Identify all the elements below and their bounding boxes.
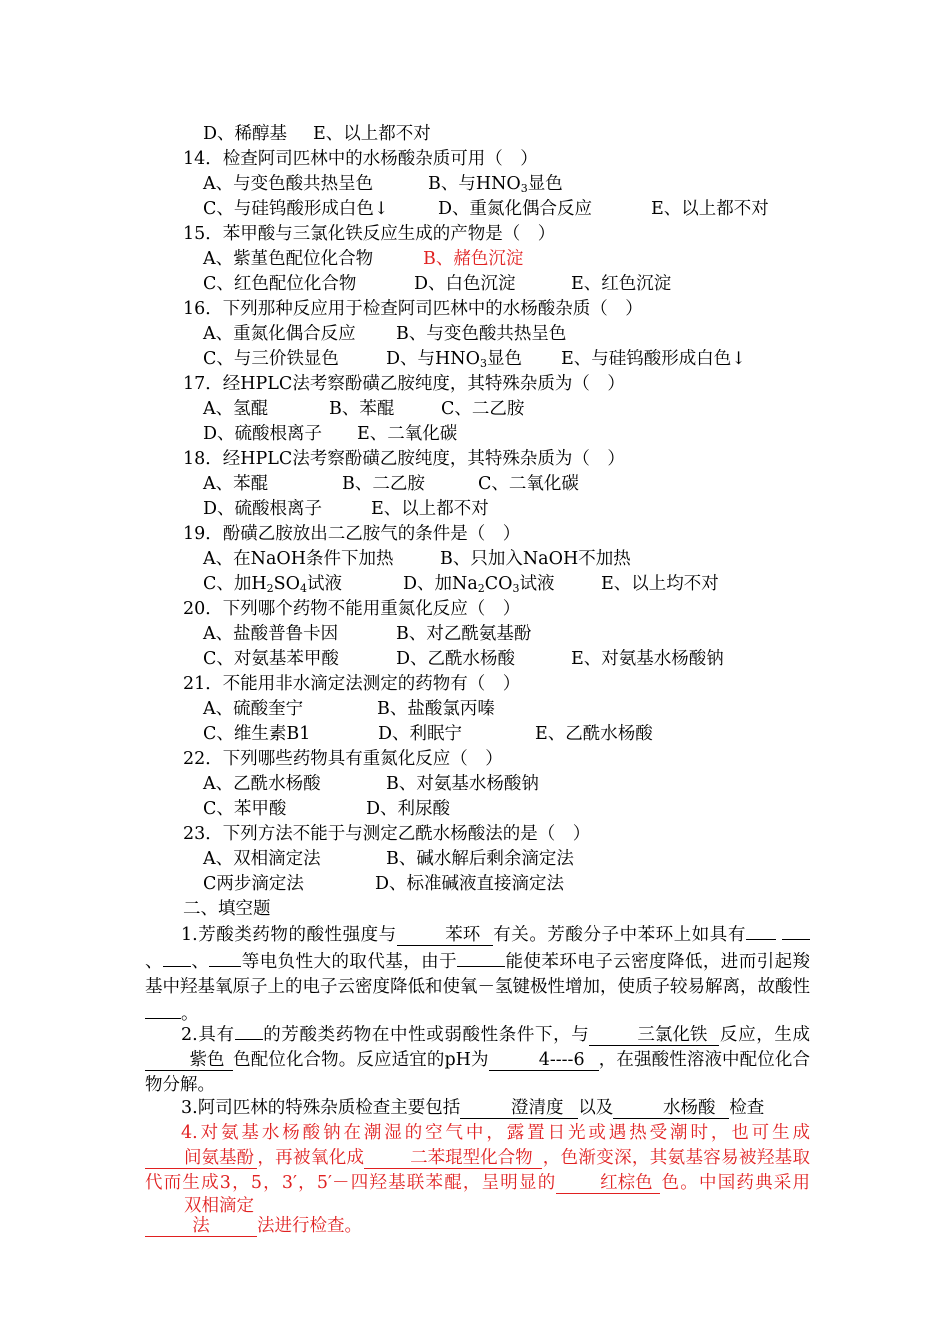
option-b: B、对氨基水杨酸钠 — [386, 774, 539, 794]
option-e: E、以上都不对 — [313, 124, 431, 144]
text: 。 — [181, 1004, 199, 1024]
option-b: B、与$HNO_3$显色 — [428, 174, 563, 195]
option-c: C、二乙胺 — [441, 399, 525, 419]
option-c: C、维生素B1 — [203, 724, 311, 744]
question-16 — [0, 297, 950, 322]
option-c: C、与硅钨酸形成白色↓ — [203, 199, 389, 219]
empty-blank — [163, 948, 191, 967]
option-line — [0, 472, 950, 497]
question-text: 22．下列哪些药物具有重氮化反应（ ） — [183, 749, 503, 769]
option-b: B、盐酸氯丙嗪 — [377, 699, 495, 719]
text: 1.芳酸类药物的酸性强度与 — [181, 925, 397, 945]
text: 色配位化合物。反应适宜的pH为 — [233, 1050, 489, 1070]
question-text: 15．苯甲酸与三氯化铁反应生成的产物是（ ） — [183, 224, 556, 244]
section-title-text: 二、填空题 — [183, 899, 271, 919]
option-c: C、对氨基苯甲酸 — [203, 649, 339, 669]
option-line — [0, 872, 950, 897]
empty-blank — [145, 1000, 181, 1019]
option-line — [0, 422, 950, 447]
option-c: C、与三价铁显色 — [203, 349, 339, 369]
text: 、 — [190, 952, 210, 972]
option-d: D、硫酸根离子 — [203, 424, 323, 444]
option-a: A、苯醌 — [203, 474, 269, 494]
option-a: A、盐酸普鲁卡因 — [203, 624, 339, 644]
empty-blank — [457, 948, 505, 967]
option-line — [0, 347, 950, 372]
option-d: D、白色沉淀 — [414, 274, 516, 294]
text: 检查 — [729, 1098, 765, 1118]
option-b: B、苯醌 — [329, 399, 395, 419]
option-e: E、对氨基水杨酸钠 — [571, 649, 724, 669]
question-21 — [0, 672, 950, 697]
option-e: E、以上都不对 — [651, 199, 769, 219]
option-a: A、硫酸奎宁 — [203, 699, 304, 719]
option-e: E、二氧化碳 — [357, 424, 458, 444]
option-a: A、重氮化偶合反应 — [203, 324, 356, 344]
question-15 — [0, 222, 950, 247]
option-b: B、与变色酸共热呈色 — [396, 324, 567, 344]
question-14 — [0, 147, 950, 172]
option-line — [0, 572, 950, 597]
text: 以及 — [578, 1098, 614, 1118]
option-d: D、标准碱液直接滴定法 — [375, 874, 565, 894]
fill-paragraph-3 — [145, 1096, 810, 1121]
option-line — [0, 122, 950, 147]
option-b: B、对乙酰氨基酚 — [396, 624, 532, 644]
empty-blank — [782, 921, 810, 940]
text: ，再被氧化成 — [257, 1148, 365, 1168]
answer-blank: 澄清度 — [460, 1098, 578, 1119]
text: 色。中国药典采用 — [660, 1173, 811, 1193]
option-line — [0, 647, 950, 672]
text: ，在强酸性溶液中配位化合物分解。 — [145, 1050, 811, 1095]
option-b: B、二乙胺 — [342, 474, 425, 494]
question-18 — [0, 447, 950, 472]
answer-blank: 三氯化铁 — [589, 1025, 719, 1046]
option-c: C两步滴定法 — [203, 874, 304, 894]
text: 法进行检查。 — [257, 1216, 362, 1236]
answer-blank: 紫色 — [145, 1050, 233, 1071]
option-d: D、利眠宁 — [378, 724, 463, 744]
option-d: D、乙酰水杨酸 — [396, 649, 516, 669]
fill-paragraph-1 — [145, 921, 810, 1027]
option-line — [0, 397, 950, 422]
option-a: A、乙酰水杨酸 — [203, 774, 321, 794]
answer-blank: 间氨基酚 — [145, 1148, 257, 1169]
option-line — [0, 772, 950, 797]
option-c: C、红色配位化合物 — [203, 274, 357, 294]
option-b: B、只加入NaOH不加热 — [440, 549, 631, 569]
question-text: 14．检查阿司匹林中的水杨酸杂质可用（ ） — [183, 149, 538, 169]
text: 的芳酸类药物在中性或弱酸性条件下，与 — [262, 1025, 590, 1045]
text: 2.具有 — [181, 1025, 235, 1045]
question-17 — [0, 372, 950, 397]
text: 3.阿司匹林的特殊杂质检查主要包括 — [181, 1098, 461, 1118]
option-a: A、氢醌 — [203, 399, 269, 419]
option-d: D、硫酸根离子 — [203, 499, 323, 519]
text: 反应，生成 — [719, 1025, 811, 1045]
empty-blank — [209, 948, 241, 967]
question-23 — [0, 822, 950, 847]
option-c: C、二氧化碳 — [478, 474, 579, 494]
fill-paragraph-2 — [145, 1021, 810, 1098]
option-d: D、加$Na_2CO_3$试液 — [403, 574, 555, 595]
option-e: E、与硅钨酸形成白色↓ — [561, 349, 746, 369]
option-line — [0, 322, 950, 347]
option-line — [0, 272, 950, 297]
answer-blank: 红棕色 — [556, 1173, 660, 1194]
option-d: D、重氮化偶合反应 — [438, 199, 593, 219]
text: 等电负性大的取代基，由于 — [241, 952, 458, 972]
empty-blank — [235, 1021, 263, 1040]
option-line — [0, 172, 950, 197]
option-e: E、以上均不对 — [601, 574, 719, 594]
option-a: A、紫堇色配位化合物 — [203, 249, 374, 269]
question-text: 16．下列那种反应用于检查阿司匹林中的水杨酸杂质（ ） — [183, 299, 643, 319]
option-c: C、苯甲酸 — [203, 799, 287, 819]
answer-blank: 苯环 — [397, 925, 493, 946]
question-text: 21．不能用非水滴定法测定的药物有（ ） — [183, 674, 521, 694]
option-line — [0, 197, 950, 222]
option-a: A、在NaOH条件下加热 — [203, 549, 394, 569]
section-title — [0, 897, 950, 922]
text: 、 — [145, 952, 163, 972]
option-a: A、双相滴定法 — [203, 849, 321, 869]
question-text: 23．下列方法不能于与测定乙酰水杨酸法的是（ ） — [183, 824, 591, 844]
text: 4.对氨基水杨酸钠在潮湿的空气中，露置日光或遇热受潮时，也可生成 — [181, 1123, 810, 1143]
text: ，色渐变深，其氨基容易被羟基取代而生成3，5，3′，5′－四羟基联苯醌，呈明显的 — [145, 1148, 811, 1193]
question-22 — [0, 747, 950, 772]
option-e: E、以上都不对 — [371, 499, 489, 519]
option-e: E、乙酰水杨酸 — [535, 724, 653, 744]
option-d: D、稀醇基 — [203, 124, 288, 144]
option-line — [0, 722, 950, 747]
option-b-answer: B、赭色沉淀 — [423, 249, 524, 269]
option-c: C、加$H_2SO_4$试液 — [203, 574, 342, 595]
answer-blank: 水杨酸 — [613, 1098, 729, 1119]
answer-blank: 4----6 — [489, 1050, 599, 1071]
question-text: 17．经HPLC法考察酚磺乙胺纯度，其特殊杂质为（ ） — [183, 374, 625, 394]
option-e: E、红色沉淀 — [571, 274, 672, 294]
option-b: B、碱水解后剩余滴定法 — [386, 849, 574, 869]
option-line — [0, 622, 950, 647]
question-20 — [0, 597, 950, 622]
fill-paragraph-4 — [145, 1121, 810, 1239]
text: 能使苯环电子云密度降低，进而引起羧基中羟基氧原子上的电子云密度降低和使氧－氢键极性增加，使质子较易解离，故酸性 — [145, 952, 811, 997]
text: 有关。芳酸分子中苯环上如具有 — [492, 925, 746, 945]
question-text: 18．经HPLC法考察酚磺乙胺纯度，其特殊杂质为（ ） — [183, 449, 625, 469]
question-text: 20．下列哪个药物不能用重氮化反应（ ） — [183, 599, 521, 619]
question-19 — [0, 522, 950, 547]
option-line — [0, 247, 950, 272]
option-line — [0, 697, 950, 722]
option-line — [0, 847, 950, 872]
option-a: A、与变色酸共热呈色 — [203, 174, 374, 194]
option-line — [0, 547, 950, 572]
option-line — [0, 497, 950, 522]
answer-blank: 二苯琨型化合物 — [364, 1148, 542, 1169]
option-line — [0, 797, 950, 822]
question-text: 19．酚磺乙胺放出二乙胺气的条件是（ ） — [183, 524, 521, 544]
option-d: D、利尿酸 — [366, 799, 451, 819]
empty-blank — [746, 921, 776, 940]
option-d: D、与$HNO_3$显色 — [386, 349, 522, 370]
answer-blank: 双相滴定法 — [145, 1196, 257, 1237]
